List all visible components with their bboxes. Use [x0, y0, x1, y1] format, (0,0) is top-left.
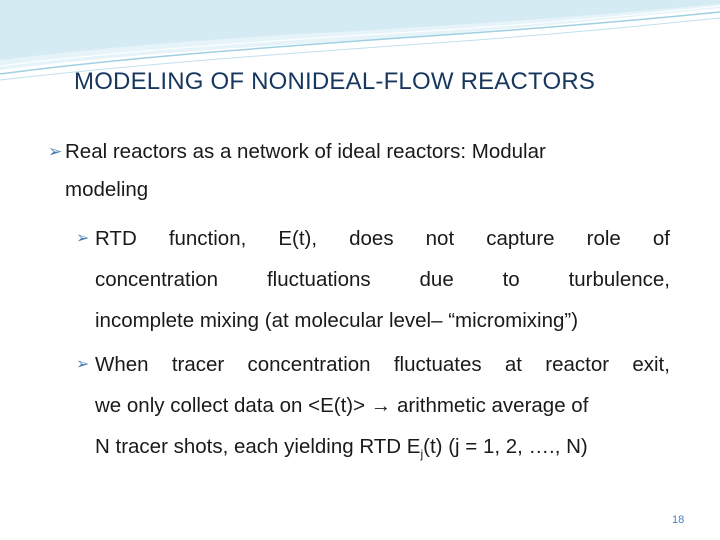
word: at [504, 353, 522, 376]
text-segment: (t) (j = 1, 2, …., N) [423, 435, 588, 458]
word: capture [486, 227, 555, 250]
word: reactor [545, 353, 610, 376]
word: function, [168, 227, 247, 250]
word: due [419, 268, 454, 291]
subbullet-line2 [76, 259, 670, 300]
subbullet-line2 [76, 385, 670, 426]
subbullet-tracer-fluctuation [76, 344, 670, 475]
subbullet-line3 [76, 426, 670, 475]
subbullet-line1 [76, 344, 670, 385]
subbullet-line3: incomplete mixing (at molecular level– “micromixing”) [95, 309, 579, 332]
word: exit, [632, 353, 670, 376]
bullet-text-line1: Real reactors as a network of ideal reactors: Modular [65, 140, 546, 163]
word: concentration [95, 268, 219, 291]
text-segment: arithmetic average of [391, 394, 589, 417]
word: RTD [95, 227, 137, 250]
text-segment: N tracer shots, each yielding RTD E [95, 435, 421, 458]
word: fluctuations [266, 268, 371, 291]
right-arrow-icon: → [370, 394, 392, 417]
word: of [652, 227, 670, 250]
subbullet-arrow-icon: ➢ [76, 230, 90, 247]
word: tracer [171, 353, 225, 376]
word: turbulence, [568, 268, 670, 291]
word: role [586, 227, 621, 250]
bullet-modular-modeling [48, 133, 670, 209]
word: E(t), [278, 227, 318, 250]
page-number: 18 [672, 514, 685, 526]
word: does [349, 227, 394, 250]
subbullet-rtd-function [76, 218, 670, 341]
word: When [95, 353, 149, 376]
subbullet-arrow-icon: ➢ [76, 356, 90, 373]
word: not [425, 227, 455, 250]
word: to [502, 268, 520, 291]
word: concentration [247, 353, 371, 376]
bullet-arrow-icon: ➢ [48, 142, 63, 161]
word: fluctuates [393, 353, 482, 376]
slide-title: MODELING OF NONIDEAL-FLOW REACTORS [74, 68, 596, 95]
bullet-text-line2: modeling [65, 178, 149, 201]
text-segment: we only collect data on <E(t)> [95, 394, 371, 417]
subscript-j: j [420, 447, 424, 462]
subbullet-line1 [76, 218, 670, 259]
